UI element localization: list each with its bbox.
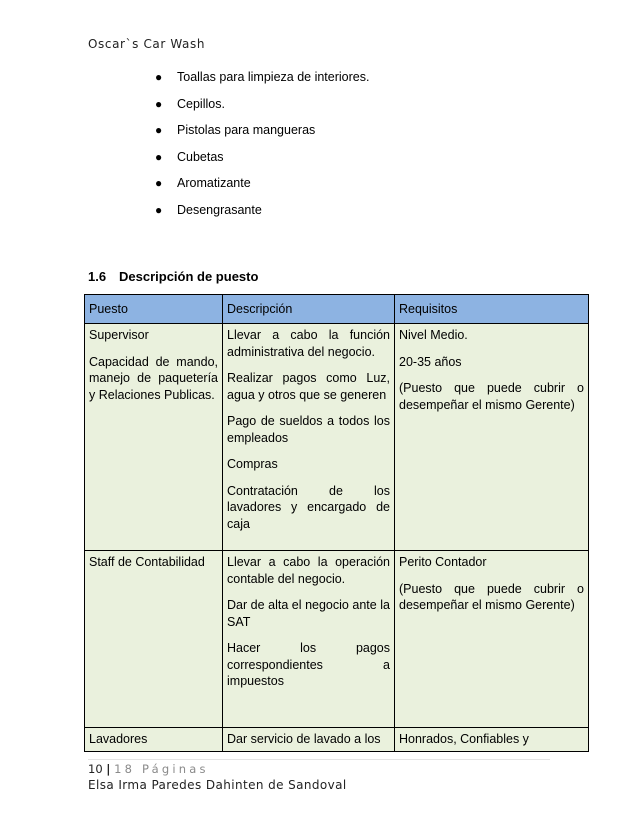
cell-text: (Puesto que puede cubrir o desempeñar el mismo Gerente)	[399, 381, 584, 412]
cell-requisitos	[395, 728, 589, 752]
list-item-text: Toallas para limpieza de interiores.	[177, 70, 370, 84]
table-row	[85, 551, 589, 728]
cell-text: Hacer los pagos correspondientes a impuestos	[227, 641, 390, 688]
cell-text: Staff de Contabilidad	[89, 555, 205, 569]
page-header-title: Oscar`s Car Wash	[88, 37, 206, 51]
page-number: 10	[88, 762, 103, 776]
footer-author: Elsa Irma Paredes Dahinten de Sandoval	[88, 778, 347, 792]
list-item-text: Aromatizante	[177, 176, 251, 191]
list-item-text: Pistolas para mangueras	[177, 123, 316, 138]
section-number: 1.6	[88, 269, 107, 284]
footer-divider	[88, 759, 550, 760]
list-item	[155, 176, 369, 203]
cell-text: Contratación de los lavadores y encargado de caja	[227, 483, 390, 531]
table-row	[85, 728, 589, 752]
table-header-row	[85, 295, 589, 324]
cell-text: Llevar a cabo la operación contable del negocio.	[227, 555, 390, 586]
cell-text: Dar de alta el negocio ante la SAT	[227, 598, 390, 629]
section-heading	[88, 269, 258, 284]
header-descripcion: Descripción	[223, 295, 395, 324]
cell-text: Lavadores	[89, 732, 148, 746]
bullet-icon: ●	[155, 70, 163, 84]
cell-text: Llevar a cabo la función administrativa del negocio.	[227, 328, 390, 359]
list-item	[155, 150, 369, 177]
cell-text: (Puesto que puede cubrir o desempeñar el mismo Gerente)	[399, 581, 584, 612]
cell-requisitos	[395, 324, 589, 551]
list-item	[155, 123, 369, 150]
cell-text: 20-35 años	[399, 354, 462, 369]
list-item	[155, 203, 369, 230]
job-description-table	[84, 294, 589, 752]
bullet-icon: ●	[155, 149, 163, 164]
cell-text: Honrados, Confiables y	[399, 732, 529, 746]
page-count: 18 Páginas	[114, 762, 209, 776]
bullet-icon: ●	[155, 202, 163, 217]
list-item	[155, 97, 369, 124]
bullet-icon: ●	[155, 96, 163, 111]
cell-puesto	[85, 324, 223, 551]
list-item	[155, 70, 369, 97]
table-row	[85, 324, 589, 551]
bullet-icon: ●	[155, 176, 163, 191]
cell-requisitos	[395, 551, 589, 728]
cell-descripcion	[223, 551, 395, 728]
cell-descripcion	[223, 324, 395, 551]
cell-text: Compras	[227, 457, 278, 471]
header-puesto: Puesto	[85, 295, 223, 324]
cell-puesto	[85, 551, 223, 728]
cell-text: Capacidad de mando, manejo de paquetería y Relaciones Publicas.	[89, 354, 218, 402]
list-item-text: Cepillos.	[177, 96, 225, 111]
cell-text: Supervisor	[89, 328, 149, 342]
list-item-text: Desengrasante	[177, 202, 262, 217]
bullet-icon: ●	[155, 123, 163, 138]
footer-page-number	[88, 762, 209, 776]
cell-text: Dar servicio de lavado a los	[227, 732, 381, 746]
cell-text: Pago de sueldos a todos los empleados	[227, 414, 390, 445]
cell-puesto	[85, 728, 223, 752]
list-item-text: Cubetas	[177, 149, 224, 164]
cell-text: Nivel Medio.	[399, 328, 468, 342]
cell-descripcion	[223, 728, 395, 752]
page-separator: |	[106, 762, 111, 776]
cell-text: Perito Contador	[399, 555, 487, 569]
section-title: Descripción de puesto	[119, 269, 259, 284]
cell-text: Realizar pagos como Luz, agua y otros que se generen	[227, 371, 390, 402]
header-requisitos: Requisitos	[395, 295, 589, 324]
bullet-list	[155, 70, 369, 230]
